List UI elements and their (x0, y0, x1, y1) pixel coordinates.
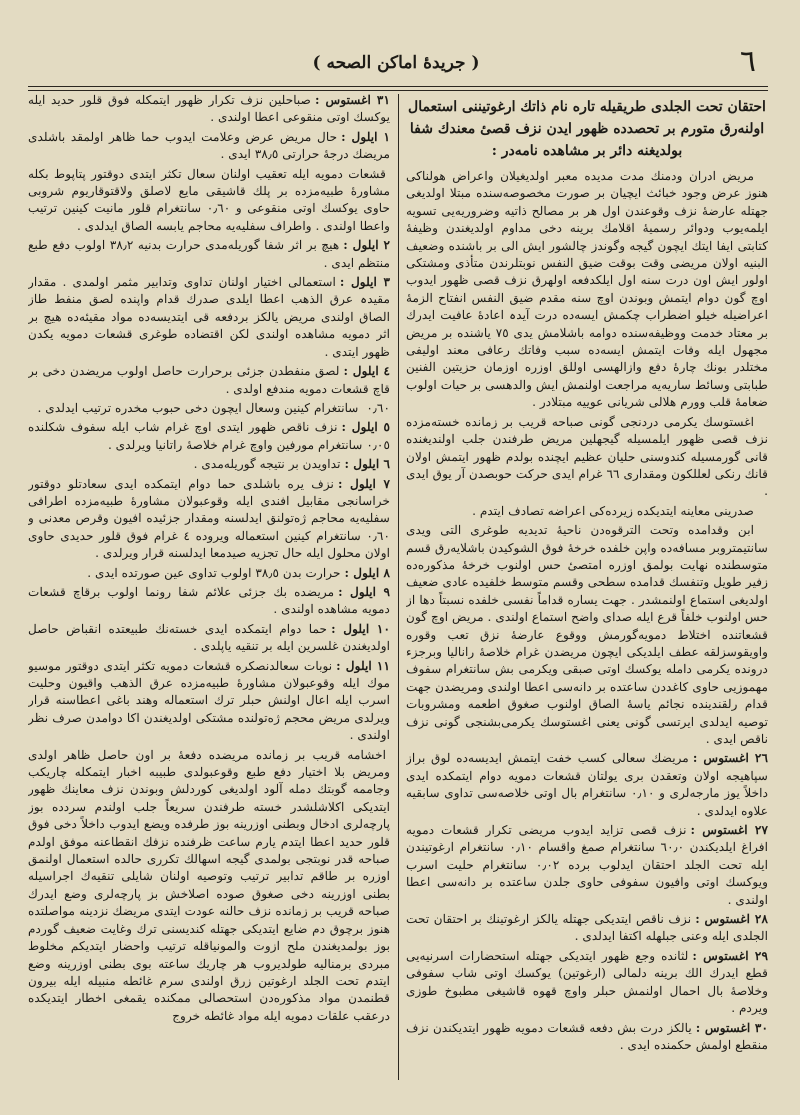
entry-text: لثانده وجع ظهور ایتدیكی جهتله استحضارات اسرنیه‌یی قطع ایدرك الك برینه دلمالی (ارغوتین) یوكسك اوتی شاب سفوفی وخلاصهٔ بال احمال اولنمش حبلر واوچ قهوه قاشیغی مطبوخ طوزی ویردم . (406, 948, 768, 1016)
paragraph: صدرینی معاینه ایتدیكده زیرده‌كی اعراضه تصادف ایتدم . (472, 503, 754, 518)
entry-text: قشعات دمویه ایله تعقیب اولنان سعال تكثر ایتدی دوقتور پتاپوط بكله مشاورهٔ طبیه‌مزده بر پلك قاشیقی مایع لاصلق ولاقتوقاریوم شروبی حاوی یوكسك اوتی منقوعی و ٠٫٦٠ سانتغرام قلور مانیت كینین ترتیب واعطا اولندی . واطراف سفلیه‌یه محاجم یابسه الصاق ایدلدی . (28, 166, 390, 233)
dated-entry (28, 419, 390, 454)
entry-date: ٣٠ اغستوس : (695, 1020, 768, 1035)
entry-date: ٤ ایلول : (343, 364, 390, 379)
column-divider (398, 94, 399, 1080)
dated-entry (28, 129, 390, 164)
entry-date: ١١ ایلول : (336, 658, 390, 673)
article-title: احتقان تحت الجلدی طریقیله تاره نام ذاتك ارغوتیننی استعمال اولنه‌رق متورم بر تحصدده ظهور ایدن نزف قصیٔ معندك شفا بولدیغنه دائر بر مشاهده نامه‌در : (408, 99, 766, 159)
entry-date: ٧ ایلول : (337, 476, 390, 491)
entry-date: ١ ایلول : (341, 129, 390, 144)
entry-text: نزف قصی تزاید ایدوب مریضی تكرار قشعات دمویه افراغ ایلدیكندن ٦٠٫٠ سانتغرام صمغ واقسام ٠٫١٠ سانتغرام ارغوتیندن ایله تحت الجلد احتقان ایدلوب برده ٠٫٠٢ سانتغرام حلیت اسرب ویوكسك اوتی وافیون سفوفی حاوی جلدن ساعتده بر دانه‌سی اعطا اولندی . (406, 823, 768, 907)
right-column (406, 92, 768, 1082)
page-header (36, 44, 756, 84)
entry-text: حال مریض عرض وعلامت ایدوب حما ظاهر اولمقد باشلدی مریضك درجهٔ حرارتی ٣٨٫٥ ایدی . (28, 129, 390, 162)
header-rule (28, 86, 768, 91)
entry-text: حرارت بدن ٣٨٫٥ اولوب تداوی عین صورتده ایدی . (87, 565, 341, 580)
entry-text: مریضده بك جزئی علائم شفا رونما اولوب برقاچ قشعات دمویه مشاهده اولندی . (28, 584, 390, 617)
entry-date: ٢٦ اغستوس : (692, 751, 768, 766)
dated-entry (28, 456, 390, 473)
entry-date: ٦ ایلول : (344, 457, 390, 472)
entry-date: ٣١ اغستوس : (314, 93, 390, 107)
dated-entry (28, 476, 390, 563)
entry-date: ٥ ایلول : (341, 420, 390, 435)
entry-date: ٢٧ اغستوس : (690, 823, 768, 838)
paragraph: ابن وقدامده وتحت الترقوه‌دن ناحیهٔ تدیدیه طوغری التی ویدی سانتیمتروبر مسافه‌ده واپن خلفده خرخهٔ فوق الشوكیدن باشلایه‌رق قسم متوسطنده نهایت بولمق اوزره امتصیٔ حس اولنوب خرخهٔ مذكوره‌ده زفیر طویل وتنفسك قدامده سطحی وقسم متوسط خلفیده عادی ضعیف اولدیغی استماع اولنمشدر . جهت یساره قداماً نفسی خلفده نسبتاً دها از حس اولنوب خلفاً قرع ایله صدای واضح استماع اولندی . مریض اوچ گون قشعاتنده اختلاط دمویه‌گورمش ووقوع عارضهٔ نزق تعب وقوره واویقوسزلقه عطف ایلدیكی ایچون مریضدن غرام خلاصهٔ رانالیا وبرجزء درونده یكرمی دامله یوكسك اوتی صبقی ویكرمی بش سانتغرام سفوف مهموزیی حاوی كاغددن ساعتده بر دانه‌سی اعطا اولندی ومریضدن جهت قدام رلقندینده نجائم یاسهٔ الصاق اولنوب صغوق اطعمه ومشروبات توصیه ایدلدی ایرتسی گونی یعنی اغستوسك یكرمی‌بشنجی گونی نزف ناقص ایدی . (406, 523, 768, 746)
entry-date: ٢٨ اغستوس : (695, 912, 768, 927)
dated-entry (28, 166, 390, 236)
entry-date: ٩ ایلول : (338, 584, 390, 599)
paragraph: مریض ادران ودمنك مدت مدیده معبر اولدیغیلان واعراض هولناكی هنوز عرض وجود خبائث ایچیان بر صورت مخصوصه‌سنده مبتلا اولدیغی جهتله عارضهٔ نزف وقوعندن اول هر بر مصالح ذاتیه وضروریه‌یی تسویه ایلمه‌یوب ودوائر رسمیهٔ اقلامك برینه دخی مداوم اولدیغندن وظیفهٔ كتابتی ایفا ایتك ایچون گیجه وگوندز چالشور ایش الی بر باشنده وضعیف البنیه اولان مریضی وقت بوقت ضیق النفس نوبتلرندن متأذی ومشتكی اولور ایش اون درت سنه اول ایلكدفعه اولهرق نزف قصی ظهور ایدوب اوچ گون دوام ایتمش وبوندن اوچ سنه مقدم ضیق النفس انفتاح الزمهٔ اعراضیله خیلو اضطراب چكمش ایسه‌ده درت آیدہ اعادهٔ عافیت ایدرك بر معتاد خدمت ووظیفه‌سنده دوامه باشلامش یدی ٧٥ یاشنده بر مریض مجهول ایله وفات ایتمش ایسه‌ده سبب وفاتك رعافی معند اولیفی مختلدر بونك چارهٔ دفع وازالهسی اوللق اوزره اوزمان حزیتین الفنین طبابتی وسائط ساریه‌یه مراجعت اولنمش ایش والدهسی بر حیات اولوب ضعامهٔ قلب وورم هلالی شریانی عوییه مبتلادر . (406, 169, 768, 410)
entry-text: هیچ بر اثر شفا گوریله‌مدی حرارت بدنیه ٣٨٫٢ اولوب دفع طبع منتظم ایدی . (28, 238, 390, 270)
paragraph: اغستوسك یكرمی دردنجی گونی صباحه قریب بر زمانده خسته‌مزده نزف قصی ظهور ایلمسیله گیجهلین مریض طرفندن جلب اولندیغنده قانی گورمسیله كندوسنی حلیان عظیم ایچنده بولدم ظهور ایتمش اولان قانك رنكی لعللكون ومقداری ٦٦ غرام ایدی حرکت حوبصدن آر یوق ایدی . (406, 414, 768, 499)
dated-entry (28, 400, 390, 417)
dated-entry (28, 363, 390, 398)
dated-entry (28, 621, 390, 656)
dated-entry (406, 822, 768, 909)
entry-text: صباحلین نزف تكرار ظهور ایتمكله فوق قلور حدید ایله یوكسك اوتی منقوعی اعطا اولندی . (28, 93, 390, 125)
entry-text: حما دوام ایتمكده ایدی خسته‌نك طبیعتده انقباض حاصل اولدیغندن غلسرین ایله بر تنقیه یاپلدی . (28, 621, 390, 654)
page-number: ٦ (739, 44, 756, 79)
dated-entry (406, 1020, 768, 1055)
entry-text: نوبات سعالدنصكره قشعات دمویه تكثر ایتدی دوقتور موسیو موك ایله وقوعبولان مشاورهٔ طبیه‌مزده عرق الذهب واقیون وحلیت اسرب ایله اعال اولنش حبلر ترك استعماله وهند باغی اعطاسنه قرار ویرلدی مریض محجم ژه‌تولنده مشتكی اولدیغندن اكا دوامدن صرف نظر اولندی . (28, 658, 390, 743)
entry-text: اخشامه قریب بر زمانده مریضده دفعهٔ بر اون حاصل ظاهر اولدی ومریض بلا اختیار دفع طبع وقوعبولدی طبیبه اخبار ایتمكله چاریكب وجاممه گوبتك دمله آلود اولدیغی كوردلش وبوندن نزف معاینك ظهور ایتدیكی اكلاشلشدر خسته طرفندن سریعاً جلب اولندم سردده بوز پارچه‌لری ادخال وبطنی اوزرینه بوز طرفده ویضع ایدوب داخلاً دخی فوق قلور حدید اعطا ایتدم یارم ساعت ظرفنده نزفك انقطاعنه موفق اولدم صباحه قدر نوبتجی بولمدی گیجه اسهالك تكرری حالده استعمال اولنمق اوزره بر طاقم تدابیر ترتیب وتوصیه اولنان شایلی تنقیه‌ك اجراسیله بطنی اوزرینه دخی صغوق صوده اصلاخش بز پارچه‌لری وضع ایدرك صباحه قریب بر زمانده نزف حالنه عودت ایتدی مریضك نزدینه مواصلتده هنوز برچوق دم ضایع ایتدیكی جهتله كندیسنی ترك وغایت ضعیف گوردم بوز بولمدیغندن ملح ازوت والمونیاقله ترتیب واحضار ایتدیكم مخلوط مبردی برمنالیه طولدیروب هر چاریك ساعته بوی بطنی اوزرینه وضع ایتدم تحت الجلد ارغوتین زرق اولندی سرم غائطه منبیله ایله بیرون قطنمدن مواد مذكوره‌دن استحصالی ممكنده یقمغی اخطار ایتدیكده درعقب علقات دمویه ایله مواد غائطه خروج (28, 747, 390, 1023)
entry-text: تداویدن بر نتیجه گوریله‌مدی . (193, 457, 341, 472)
entry-text: ٠٫٦٠ سانتغرام كینین وسعال ایچون دخی حبوب مخدره ترتیب ایدلدی . (37, 400, 390, 415)
entry-date: ٢٩ اغستوس : (692, 948, 768, 963)
dated-entry (28, 658, 390, 745)
dated-entry (406, 948, 768, 1018)
dated-entry (28, 274, 390, 361)
journal-title: ( جريدهٔ اماكن الصحه ) (312, 53, 480, 73)
entry-date: ١٠ ایلول : (331, 621, 390, 636)
entry-text: نزف یره باشلدی حما دوام ایتمكده ایدی سعادتلو دوقتور خراسانجی مقابیل افندی ایله وقوعبولان مشاورهٔ طبیه‌مزده اطرافی سفلیه‌یه محاجم ژه‌تولنق ایدلسنه ومقدار جزئیده افیون وقرص معدنی و ٠٫٦٠ سانتغرام كینین استعماله ویروده ٤ غرام فوق قلور حدیدی حاوی اولان محلول ایله حال تجزیه صیدمعا ایدلسنه قرار ویرلدی . (28, 476, 390, 561)
dated-entry (28, 92, 390, 127)
left-column (28, 92, 390, 1082)
dated-entry (28, 584, 390, 619)
entry-text: استعمالی اختیار اولنان تداوی وتدابیر مثمر اولمدی . مقدار مقیدہ عرق الذهب اعطا ایلدی صدرك قدام واپنده لصق منفط طاز الصاق اولندی مریض یالكز بردفعه قی ایتدیسه‌ده مواد مقیئه‌ده هیچ بر اثر دمویه مشاهده اولندی لكن اقتضاده طوغری قشعات دمویه یكدن ظهور ایتدی . (28, 275, 390, 359)
entry-date: ٨ ایلول : (344, 565, 390, 580)
dated-entry (28, 237, 390, 272)
entry-text: لصق منفطدن جزئی برحرارت حاصل اولوب مریضدن دخی بر قاچ قشعات دمویه مندفع اولدی . (28, 364, 390, 396)
entry-text: نزف ناقص ظهور ایتدی اوچ غرام شاب ایله سفوف شكلنده ٠٫٠٥ سانتغرام مورفین واوچ غرام خلاصهٔ راتانیا ویرلدی . (28, 420, 390, 452)
dated-entry (406, 911, 768, 946)
entry-text: مریضك سعالی كسب خفت ایتمش ایدیسه‌ده لوق براز سپاهیجه اولان وتعقدن بری یولتان قشعات دمویه دوام ایتمكده ایدی داخلاً یوز مارجه‌لری و ٠٫١٠ سانتغرام بال اوتی خلاصه‌سی تداوی سابقیه علاوه ایدلدی . (406, 751, 768, 818)
dated-entry (28, 565, 390, 582)
entry-text: یالكز درت بش دفعه قشعات دمویه ظهور ایتدیكندن نزف منقطع اولمش حكمنده ایدی . (406, 1020, 768, 1052)
dated-entry (28, 747, 390, 1026)
entry-date: ٢ ایلول : (343, 238, 390, 253)
entry-text: نزف ناقص ایتدیكی جهتله یالكز ارغوتینك بر احتقان تحت الجلدی ایله وعنی جبلهله اكتفا ایدلدی . (406, 912, 768, 944)
entry-date: ٣ ایلول : (339, 275, 390, 290)
dated-entry (406, 750, 768, 820)
